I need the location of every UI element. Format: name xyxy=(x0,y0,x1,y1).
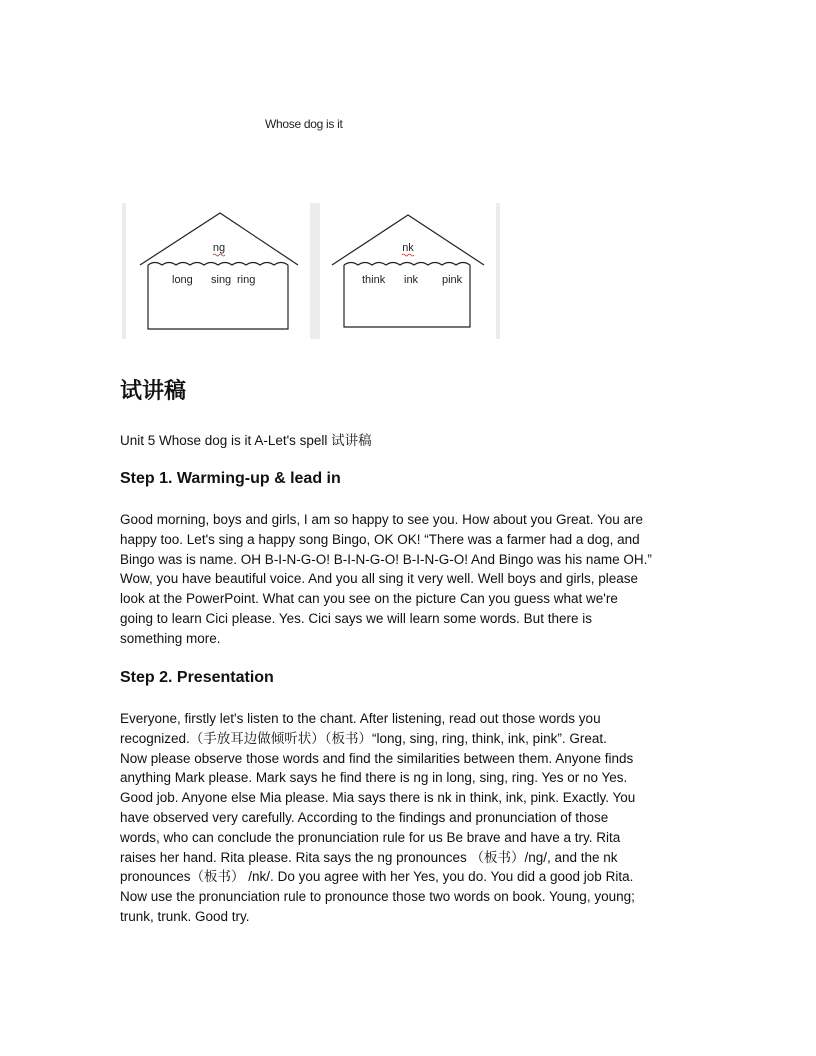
house-word: pink xyxy=(442,274,463,286)
section-title-presentation: Step 2. Presentation xyxy=(120,669,274,686)
house-ng-label: ng xyxy=(212,242,226,254)
paragraph-line: something more. xyxy=(120,630,221,646)
section-body-presentation xyxy=(120,709,696,927)
house-nk-label: nk xyxy=(402,242,414,254)
lesson-subtitle: Unit 5 Whose dog is it A-Let's spell 试讲稿 xyxy=(120,433,372,448)
house-ng xyxy=(140,213,298,329)
paragraph-line: Now use the pronunciation rule to pronounce those two words on book. Young, young; xyxy=(120,889,635,905)
house-word: sing xyxy=(211,274,232,286)
paragraph-line: Bingo was is name. OH B-I-N-G-O! B-I-N-G-O! B-I-N-G-O! And Bingo was his name OH.” xyxy=(120,551,652,567)
house-nk xyxy=(332,215,484,327)
spell-underline xyxy=(402,254,414,256)
paragraph-line: pronounces（板书） /nk/. Do you agree with her Yes, you do. You did a good job Rita. xyxy=(120,869,634,885)
house-ng-roof xyxy=(140,213,298,265)
section-title-warmup: Step 1. Warming-up & lead in xyxy=(120,470,341,487)
paragraph-line: going to learn Cici please. Yes. Cici says we will learn some words. But there is xyxy=(120,610,592,626)
section-body-warmup xyxy=(120,510,696,649)
paragraph-line: have observed very carefully. According to the findings and pronunciation of those xyxy=(120,809,609,825)
houses-illustration xyxy=(122,203,500,339)
paragraph-line: Now please observe those words and find the similarities between them. Anyone finds xyxy=(120,750,634,766)
paragraph-line: anything Mark please. Mark says he find there is ng in long, sing, ring. Yes or no Yes. xyxy=(120,770,628,786)
page-title: 试讲稿 xyxy=(120,379,187,404)
paragraph-line: look at the PowerPoint. What can you see on the picture Can you guess what we're xyxy=(120,591,618,607)
spell-underline xyxy=(213,254,225,256)
house-word: long xyxy=(172,274,193,286)
house-nk-roof xyxy=(332,215,484,265)
paragraph-line: Everyone, firstly let's listen to the chant. After listening, read out those words you xyxy=(120,711,601,726)
paragraph-line: Good job. Anyone else Mia please. Mia says there is nk in think, ink, pink. Exactly. You xyxy=(120,790,636,806)
paragraph-line: words, who can conclude the pronunciation rule for us Be brave and have a try. Rita xyxy=(120,829,621,845)
paragraph-line: happy too. Let's sing a happy song Bingo, OK OK! “There was a farmer had a dog, and xyxy=(120,531,640,547)
house-word: ink xyxy=(404,274,419,286)
house-word: ring xyxy=(237,274,256,286)
paragraph-line: Good morning, boys and girls, I am so happy to see you. How about you Great. You are xyxy=(120,512,644,527)
house-nk-eave xyxy=(344,263,470,266)
house-ng-eave xyxy=(148,263,288,266)
house-word: think xyxy=(362,274,386,286)
document-caption: Whose dog is it xyxy=(265,117,343,131)
paragraph-line: raises her hand. Rita please. Rita says the ng pronounces （板书）/ng/, and the nk xyxy=(120,849,618,865)
houses-drawing xyxy=(122,203,500,339)
paragraph-line: trunk, trunk. Good try. xyxy=(120,908,250,924)
paragraph-line: recognized.（手放耳边做倾听状）（板书）“long, sing, ring, think, ink, pink”. Great. xyxy=(120,730,607,746)
paragraph-line: Wow, you have beautiful voice. And you all sing it very well. Well boys and girls, please xyxy=(120,571,639,587)
